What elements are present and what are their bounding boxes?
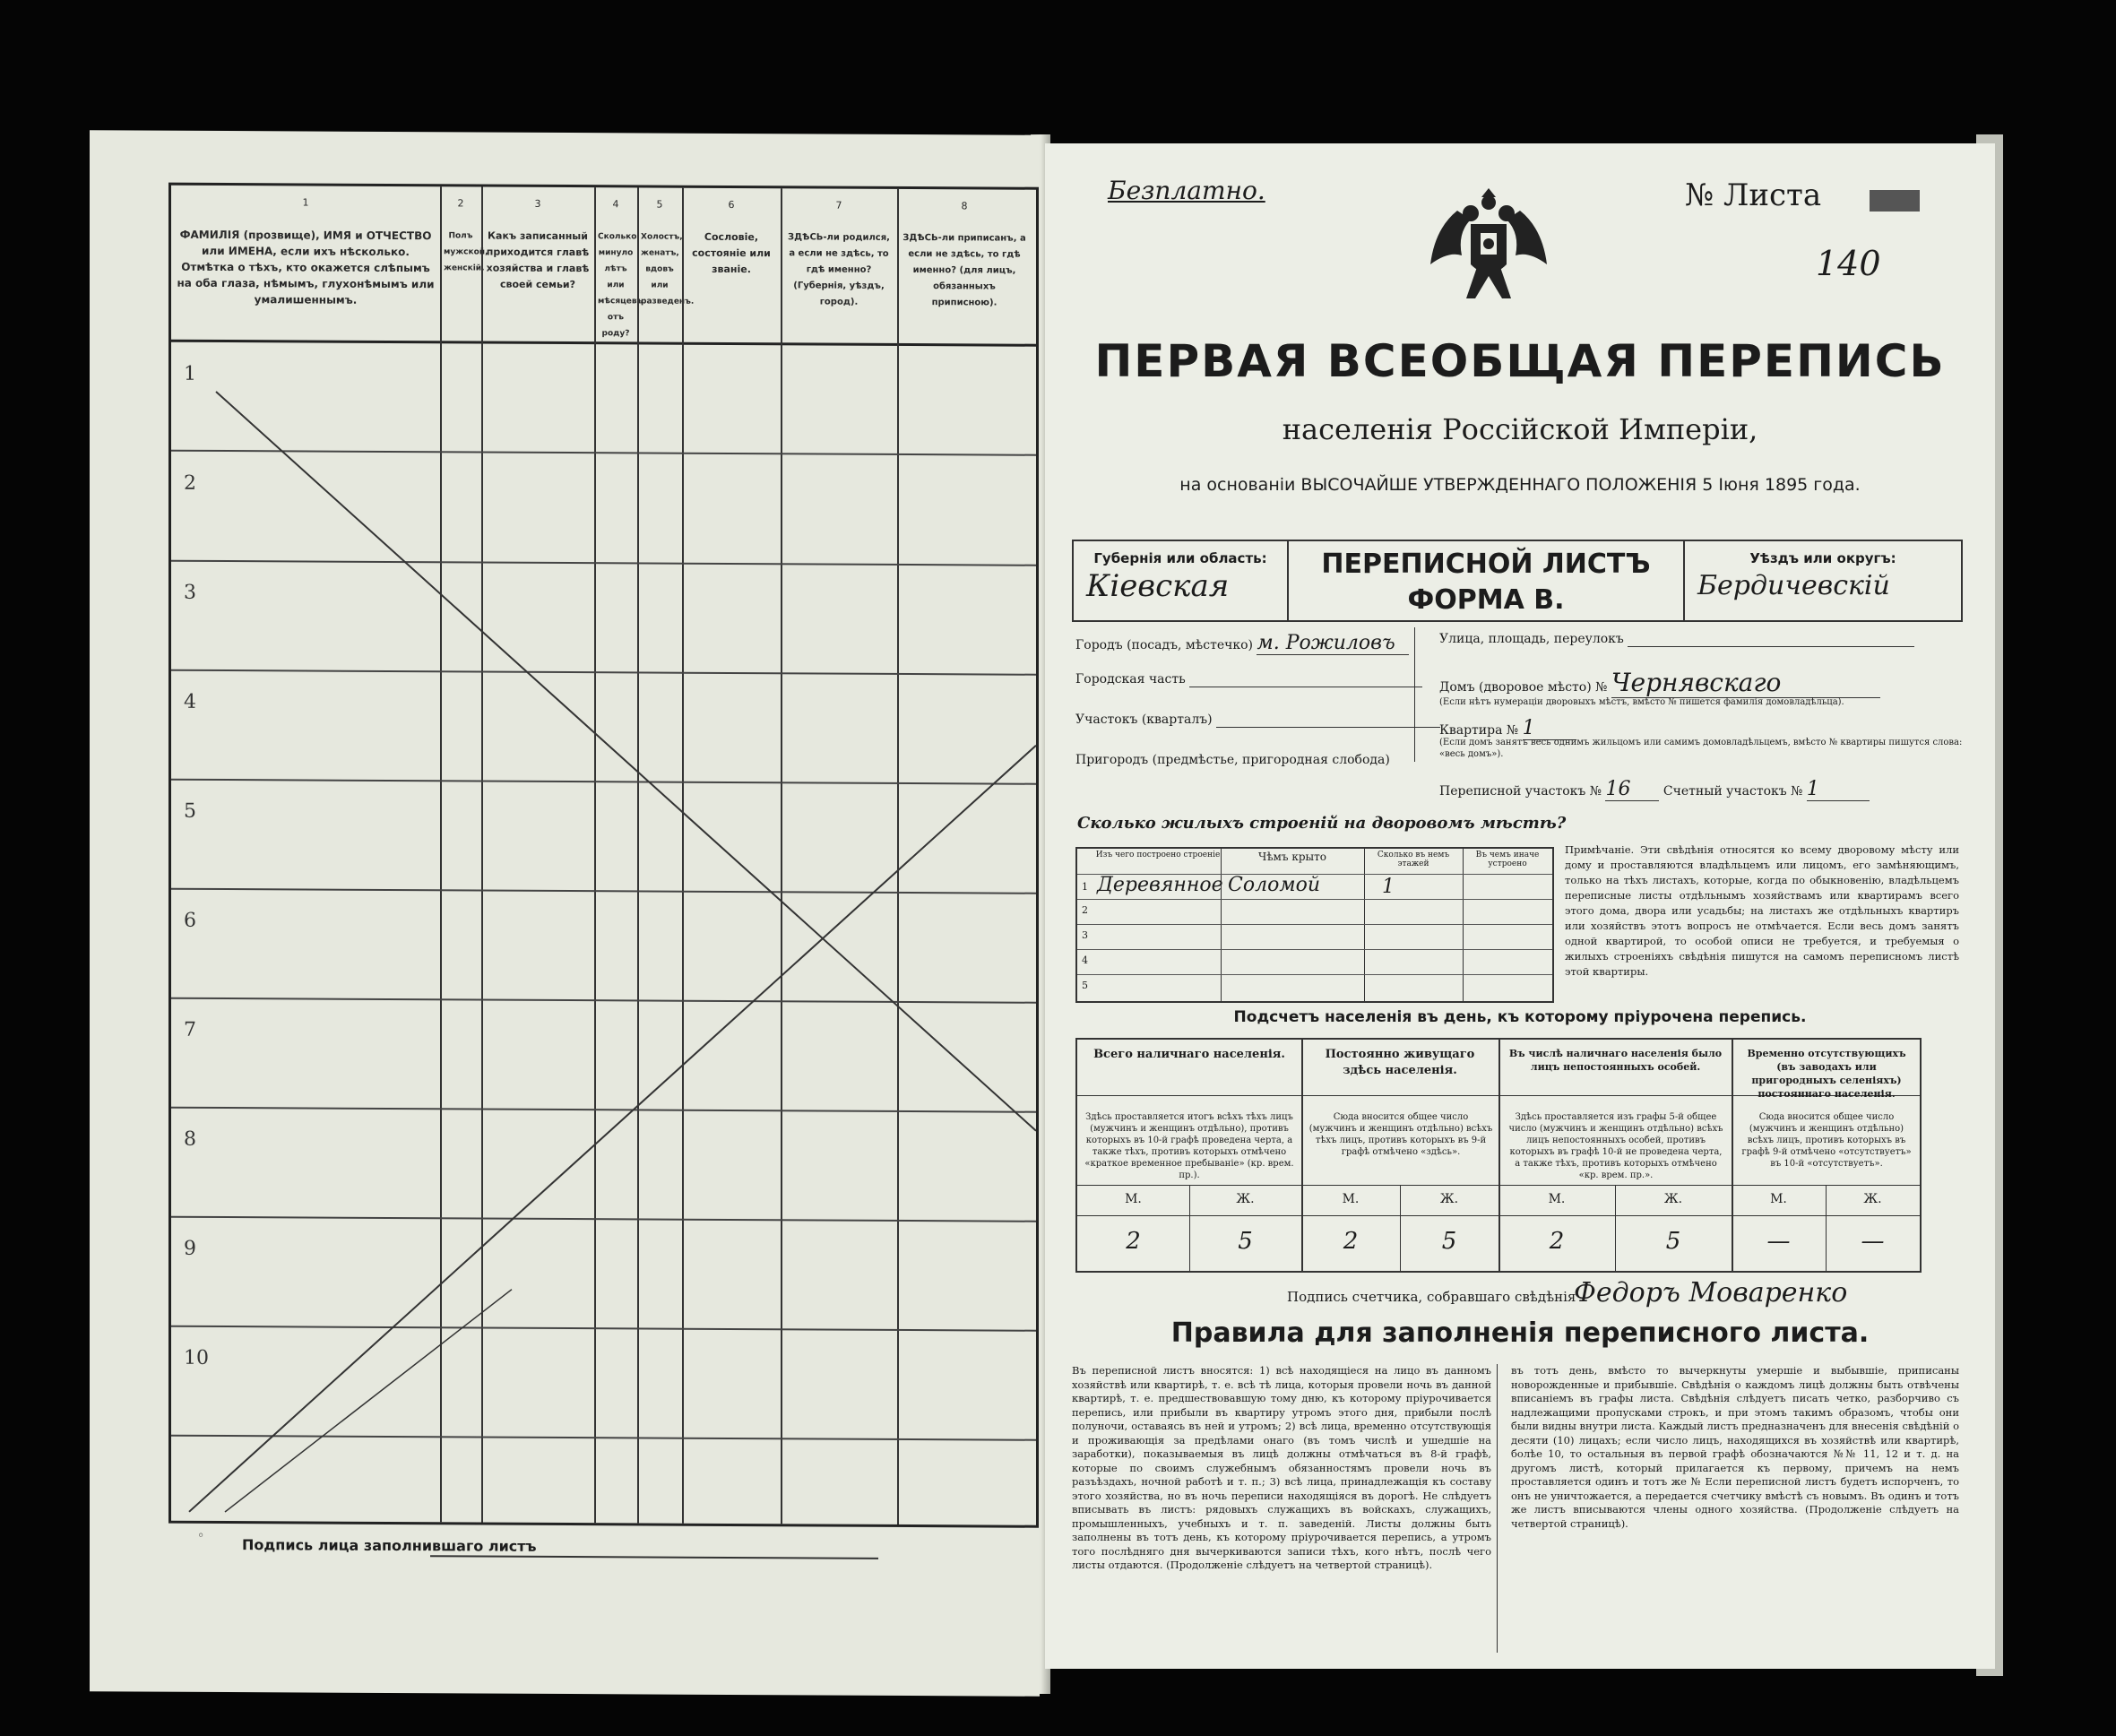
- town-value: м. Рожиловъ: [1257, 632, 1409, 655]
- counting-district-label: Счетный участокъ №: [1663, 784, 1803, 799]
- district-cell: [1683, 541, 1961, 620]
- circle-mark: ◦: [197, 1528, 205, 1543]
- census-district-value: 16: [1605, 778, 1659, 801]
- house-label: Домъ (дворовое мѣсто) №: [1439, 680, 1608, 695]
- count-body-permanent: Сюда вносится общее число (мужчинъ и женщинъ отдѣльно) всѣхъ тѣхъ лицъ, противъ которыхъ въ 9-й графѣ отмѣчено «здѣсь».: [1308, 1112, 1493, 1157]
- right-page: [1045, 143, 1995, 1669]
- census-district-label: Переписной участокъ №: [1439, 784, 1602, 799]
- buildings-header: Изъ чего построено строеніе: [1095, 851, 1221, 859]
- suburb-field: [1075, 753, 1390, 767]
- count-body-present: Здѣсь проставляется итогъ всѣхъ тѣхъ лицъ (мужчинъ и женщинъ отдѣльно), противъ которыхъ въ 10-й графѣ проведена черта, а также тѣхъ, противъ которыхъ отмѣчено «краткое временное пребываніе» (кр. врем. пр.).: [1084, 1112, 1294, 1180]
- sheet-number-label: № Листа: [1685, 177, 1822, 213]
- header-age: 4 Сколько минуло лѣтъ или мѣсяцевъ отъ роду?: [598, 198, 643, 339]
- row-number: 5: [184, 799, 196, 823]
- female-label: Ж.: [1663, 1192, 1683, 1206]
- sheet-title: ПЕРЕПИСНОЙ ЛИСТЪ: [1321, 548, 1651, 580]
- present-female-value: 5: [1238, 1228, 1253, 1255]
- building-row-num: 3: [1082, 929, 1088, 941]
- section-field: [1075, 713, 1440, 728]
- count-body-absent: Сюда вносится общее число (мужчинъ и женщинъ отдѣльно) всѣхъ лицъ, противъ которыхъ въ графѣ 9-й отмѣчено «отсутствуетъ» въ 10-й «отсутствуетъ».: [1741, 1112, 1912, 1169]
- female-label: Ж.: [1863, 1192, 1882, 1206]
- count-head-permanent: Постоянно живущаго здѣсь населенія.: [1325, 1048, 1475, 1077]
- col-divider: [1221, 849, 1222, 1001]
- district-value: Бердичевскій: [1697, 570, 1890, 601]
- row-number: 1: [184, 362, 196, 385]
- row-number: 2: [184, 471, 196, 495]
- header-registration: 8 ЗДѢСЬ-ли приписанъ, а если не здѣсь, то гдѣ именно? (для лицъ, обязанныхъ приписною).: [903, 200, 1026, 308]
- house-field: [1439, 668, 1880, 698]
- left-page: [90, 130, 1040, 1697]
- table-row: [1077, 949, 1552, 950]
- male-label: М.: [1342, 1192, 1360, 1206]
- filler-signature-label: Подпись лица заполнившаго листъ: [242, 1536, 537, 1555]
- rules-title: Правила для заполненія переписного листа.: [1170, 1317, 1870, 1349]
- header-birthplace: 7 ЗДѢСЬ-ли родился, а если не здѣсь, то гдѣ именно? (Губернія, уѣздъ, город).: [788, 199, 890, 307]
- row-number: 9: [184, 1237, 196, 1260]
- table-row: [1077, 899, 1552, 900]
- strike-through-cross: [171, 186, 1036, 1525]
- counter-signature: Федоръ Моваренко: [1574, 1277, 1848, 1308]
- building-row-num: 5: [1082, 980, 1088, 991]
- permanent-female-value: 5: [1441, 1228, 1457, 1255]
- apartment-note: (Если домъ занятъ весь однимъ жильцомъ или самимъ домовладѣльцемъ, вмѣсто № квартиры пишутся слова: «весь домъ»).: [1439, 738, 1963, 759]
- building-roof: Соломой: [1228, 874, 1320, 896]
- census-district-field: [1439, 778, 1870, 801]
- header-marital: 5 Холостъ, женатъ, вдовъ или разведенъ.: [641, 198, 695, 307]
- imperial-eagle-icon: [1421, 179, 1556, 314]
- buildings-header: Въ чемъ иначе устроено: [1475, 851, 1540, 868]
- table-row: [1077, 1185, 1920, 1186]
- sheet-title-cell: [1289, 541, 1683, 620]
- building-material: Деревянное: [1097, 874, 1223, 896]
- rules-text-right: въ тотъ день, вмѣсто то вычеркнуты умершіе и выбывшіе, приписаны новорожденные и прибывшіе. Свѣдѣнія о каждомъ лицѣ должны быть отвѣчены вписаніемъ въ графы листа. Свѣдѣнія слѣдуетъ писать четко, разборчиво съ надлежащими пропусками строкъ, и при этомъ такимъ образомъ, чтобы они были видны внутри листа. Каждый листъ предназначенъ для внесенія свѣдѣній о десяти (10) лицахъ; если число лицъ, находящихся въ хозяйствѣ или квартирѣ, болѣе 10, то остальныя въ первой графѣ обозначаются №№ 11, 12 и т. д. на другомъ листѣ, который прилагается къ первому, причемъ на немъ проставляется одинъ и тотъ же № Если переписной листъ будетъ испорченъ, то онъ не уничтожается, а передается счетчику вмѣстѣ съ новымъ. Въ одинъ и тотъ же листъ вписываются члены одного хозяйства. (Продолженіе слѣдуетъ на четвертой страницѣ).: [1511, 1364, 1959, 1530]
- count-head-nonpermanent: Въ числѣ наличнаго населенія было лицъ непостоянныхъ особей.: [1508, 1048, 1723, 1073]
- nonpermanent-female-value: 5: [1665, 1228, 1681, 1255]
- count-head-absent: Временно отсутствующихъ (въ заводахъ или пригородныхъ селеніяхъ) постояннаго населенія.: [1747, 1048, 1906, 1100]
- buildings-header: Сколько въ немъ этажей: [1377, 851, 1450, 868]
- section-label: Участокъ (кварталъ): [1075, 713, 1213, 727]
- col-divider: [1364, 849, 1365, 1001]
- count-title: Подсчетъ населенія въ день, къ которому пріурочена перепись.: [1233, 1008, 1807, 1026]
- buildings-question: Сколько жилыхъ строеній на дворовомъ мѣстѣ?: [1077, 814, 1567, 833]
- counter-signature-label: Подпись счетчика, собравшаго свѣдѣнія: [1287, 1289, 1576, 1305]
- row-number: 4: [184, 690, 196, 713]
- building-floors: 1: [1382, 876, 1395, 898]
- col-divider: [1463, 849, 1464, 1001]
- form-header-box: [1072, 540, 1963, 622]
- building-row-num: 2: [1082, 904, 1088, 916]
- count-head-present: Всего наличнаго населенія.: [1093, 1048, 1285, 1061]
- city-part-field: [1075, 672, 1422, 687]
- female-label: Ж.: [1236, 1192, 1255, 1206]
- street-value: [1628, 632, 1914, 647]
- male-label: М.: [1548, 1192, 1566, 1206]
- header-relation: 3 Какъ записанный приходится главѣ хозяйства и главѣ своей семьи?: [486, 197, 590, 291]
- nonpermanent-male-value: 2: [1549, 1228, 1565, 1255]
- female-label: Ж.: [1439, 1192, 1459, 1206]
- building-row-num: 4: [1082, 954, 1088, 966]
- sheet-form: ФОРМА В.: [1407, 584, 1565, 616]
- rules-divider: [1497, 1364, 1498, 1653]
- counting-district-value: 1: [1807, 778, 1870, 801]
- buildings-table: [1075, 847, 1554, 1003]
- province-value: Кіевская: [1086, 568, 1230, 604]
- row-number: 6: [184, 909, 196, 932]
- header-name: 1 ФАМИЛІЯ (прозвище), ИМЯ и ОТЧЕСТВО или ИМЕНА, если ихъ нѣсколько. Отмѣтка о тѣхъ, кто окажется слѣпымъ на оба глаза, нѣмымъ, глухонѣмымъ или умалишеннымъ.: [177, 196, 435, 307]
- page-title: ПЕРВАЯ ВСЕОБЩАЯ ПЕРЕПИСЬ: [1094, 335, 1946, 387]
- permanent-male-value: 2: [1343, 1228, 1359, 1255]
- page-subtitle: населенія Россійской Имперіи,: [1282, 412, 1758, 446]
- buildings-note: Примѣчаніе. Эти свѣдѣнія относятся ко всему дворовому мѣсту или дому и проставляются владѣльцемъ или лицомъ, его замѣняющимъ, только на тѣхъ листахъ, которые, когда по обыкновенію, владѣльцемъ переписные листы отдѣльнымъ хозяйствамъ или квартирамъ всего этого дома, двора или усадьбы; на листахъ же отдѣльныхъ квартиръ или хозяйствъ этотъ вопросъ не отмѣчается. Если весь домъ занятъ одной квартирой, то особой описи не требуется, и требуемыя о жилыхъ строеніяхъ свѣдѣнія пишутся на самомъ переписномъ листѣ этой квартиры.: [1565, 843, 1959, 978]
- province-label: Губернія или область:: [1093, 550, 1267, 566]
- row-number: 3: [184, 581, 196, 604]
- house-value: Чернявскаго: [1611, 668, 1880, 698]
- section-value: [1216, 713, 1440, 728]
- row-number: 8: [184, 1127, 196, 1151]
- district-label: Уѣздъ или округъ:: [1749, 550, 1896, 566]
- province-cell: [1074, 541, 1289, 620]
- town-label: Городъ (посадъ, мѣстечко): [1075, 638, 1254, 652]
- present-male-value: 2: [1126, 1228, 1141, 1255]
- persons-table: [168, 183, 1039, 1528]
- suburb-label: Пригородъ (предмѣстье, пригородная слобода): [1075, 753, 1390, 767]
- building-row-num: 1: [1082, 881, 1088, 893]
- street-field: [1439, 632, 1914, 647]
- absent-female-value: —: [1861, 1228, 1885, 1255]
- row-number: 7: [184, 1018, 196, 1041]
- buildings-header: Чѣмъ крыто: [1258, 851, 1326, 863]
- address-divider: [1414, 627, 1415, 762]
- free-label: Безплатно.: [1108, 176, 1265, 205]
- table-row: [1077, 1215, 1920, 1216]
- town-field: [1075, 632, 1409, 655]
- population-count-table: [1075, 1038, 1922, 1273]
- male-label: М.: [1125, 1192, 1142, 1206]
- decree-line: на основаніи ВЫСОЧАЙШЕ УТВЕРЖДЕННАГО ПОЛОЖЕНІЯ 5 Іюня 1895 года.: [1179, 475, 1861, 495]
- rules-text-left: Въ переписной листъ вносятся: 1) всѣ находящіеся на лицо въ данномъ хозяйствѣ или квартирѣ, т. е. всѣ тѣ лица, которыя провели ночь въ данной квартирѣ, т. е. предшествовавшую тому дню, къ которому пріурочивается перепись, или прибыли въ квартиру утромъ этого дня, прибыли послѣ полуночи, оставаясь въ ней и утромъ; 2) всѣ лица, временно отсутствующія и проживающія за предѣлами онаго (въ томъ числѣ и ушедшіе на заработки), показываемыя въ лицѣ должны отмѣчаться въ 8-й графѣ, которые по своимъ служебнымъ обязанностямъ провели ночь въ разъѣздахъ, ночной работѣ и т. п.; 3) всѣ лица, принадлежащія къ составу этого хозяйства, но въ ночь переписи находящіяся въ дорогѣ. Не слѣдуетъ вписывать въ листъ: рядовыхъ служащихъ въ войскахъ, служащихъ, промышленныхъ, учебныхъ и т. п. заведеній. Листы должны быть заполнены въ тотъ день, къ которому пріурочивается перепись, а утромъ того послѣдняго дня вычеркиваются записи тѣхъ, кого нѣтъ, послѣ чего листы отдаются. (Продолженіе слѣдуетъ на четвертой страницѣ).: [1072, 1364, 1491, 1571]
- table-row: [1077, 974, 1552, 975]
- house-note: (Если нѣтъ нумераціи дворовыхъ мѣстъ, вмѣсто № пишется фамилія домовладѣльца).: [1439, 697, 1844, 707]
- signature-line: [430, 1555, 878, 1559]
- male-label: М.: [1770, 1192, 1787, 1206]
- table-row: [1077, 924, 1552, 925]
- row-number: 10: [184, 1346, 209, 1369]
- header-estate: 6 Сословіе, состояніе или званіе.: [692, 198, 771, 276]
- city-part-label: Городская часть: [1075, 672, 1186, 687]
- count-body-nonpermanent: Здѣсь проставляется изъ графы 5-й общее число (мужчинъ и женщинъ отдѣльно) всѣхъ лицъ непостоянныхъ особей, противъ которыхъ въ графѣ 10-й не проведена черта, а также тѣхъ, противъ которыхъ отмѣчено «кр. врем. пр.».: [1508, 1112, 1723, 1180]
- sheet-number-handwritten: 140: [1816, 244, 1881, 283]
- street-label: Улица, площадь, переулокъ: [1439, 632, 1624, 646]
- city-part-value: [1189, 672, 1422, 687]
- sheet-number-stamp: [1870, 190, 1920, 212]
- absent-male-value: —: [1766, 1228, 1791, 1255]
- header-sex: 2 Полъ мужской, женскій.: [444, 197, 488, 273]
- apartment-label: Квартира №: [1439, 723, 1519, 738]
- apartment-value: 1: [1523, 717, 1576, 740]
